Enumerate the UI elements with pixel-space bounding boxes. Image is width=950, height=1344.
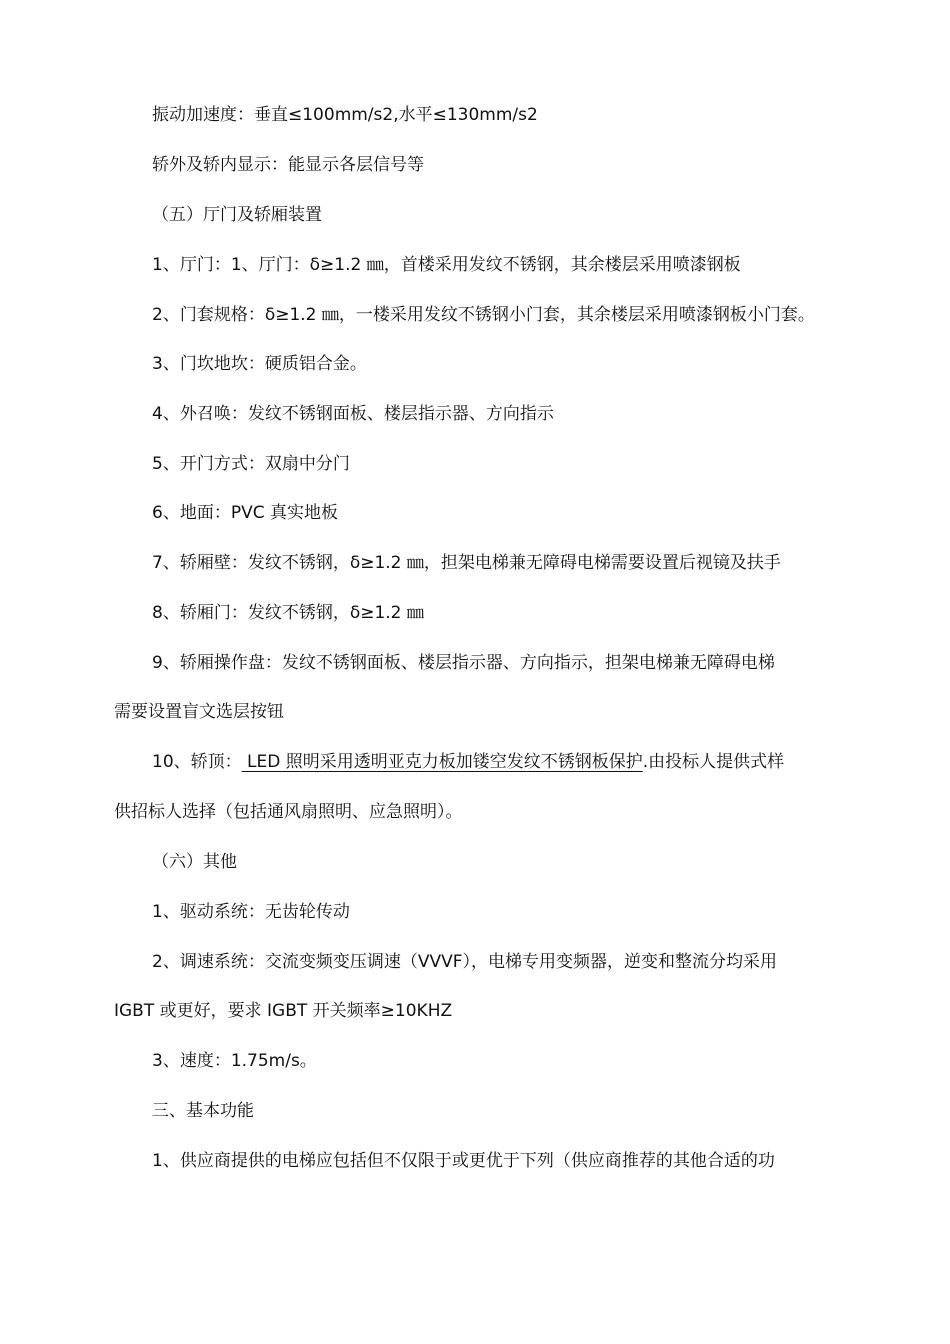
item-speed-control-continued: IGBT 或更好，要求 IGBT 开关频率≥10KHZ [114, 1001, 453, 1021]
section-heading-6: （六）其他 [152, 852, 237, 872]
item-car-top-prefix: 10、轿顶： [152, 752, 242, 772]
item-car-door: 8、轿厢门：发纹不锈钢，δ≥1.2 ㎜ [152, 603, 424, 623]
section-heading-5: （五）厅门及轿厢装置 [152, 205, 322, 225]
item-car-panel-continued: 需要设置盲文选层按钮 [114, 702, 284, 722]
item-functions-intro: 1、供应商提供的电梯应包括但不仅限于或更优于下列（供应商推荐的其他合适的功 [152, 1151, 775, 1171]
item-door-opening: 5、开门方式：双扇中分门 [152, 454, 350, 474]
item-outer-call: 4、外召唤：发纹不锈钢面板、楼层指示器、方向指示 [152, 404, 554, 424]
item-drive-system: 1、驱动系统：无齿轮传动 [152, 902, 350, 922]
item-car-panel: 9、轿厢操作盘：发纹不锈钢面板、楼层指示器、方向指示，担架电梯兼无障碍电梯 [152, 653, 775, 673]
item-speed-control: 2、调速系统：交流变频变压调速（VVVF），电梯专用变频器，逆变和整流分均采用 [152, 952, 777, 972]
section-heading-basic-functions: 三、基本功能 [152, 1101, 254, 1121]
item-car-wall: 7、轿厢壁：发纹不锈钢，δ≥1.2 ㎜，担架电梯兼无障碍电梯需要设置后视镜及扶手 [152, 553, 781, 573]
item-door-frame: 2、门套规格：δ≥1.2 ㎜，一楼采用发纹不锈钢小门套，其余楼层采用喷漆钢板小门套。 [152, 305, 815, 325]
item-hall-door: 1、厅门：1、厅门：δ≥1.2 ㎜，首楼采用发纹不锈钢，其余楼层采用喷漆钢板 [152, 255, 741, 275]
item-car-top-suffix: .由投标人提供式样 [642, 752, 785, 772]
item-speed: 3、速度：1.75m/s。 [152, 1051, 317, 1071]
item-car-top-continued: 供招标人选择（包括通风扇照明、应急照明）。 [114, 802, 463, 822]
item-door-sill: 3、门坎地坎：硬质铝合金。 [152, 354, 367, 374]
line-car-display: 轿外及轿内显示：能显示各层信号等 [152, 155, 424, 175]
item-car-top-underlined: LED 照明采用透明亚克力板加镂空发纹不锈钢板保护 [241, 752, 643, 772]
line-vibration-acceleration: 振动加速度：垂直≤100mm/s2,水平≤130mm/s2 [152, 105, 538, 125]
item-car-top [152, 750, 784, 774]
item-floor: 6、地面：PVC 真实地板 [152, 503, 338, 523]
